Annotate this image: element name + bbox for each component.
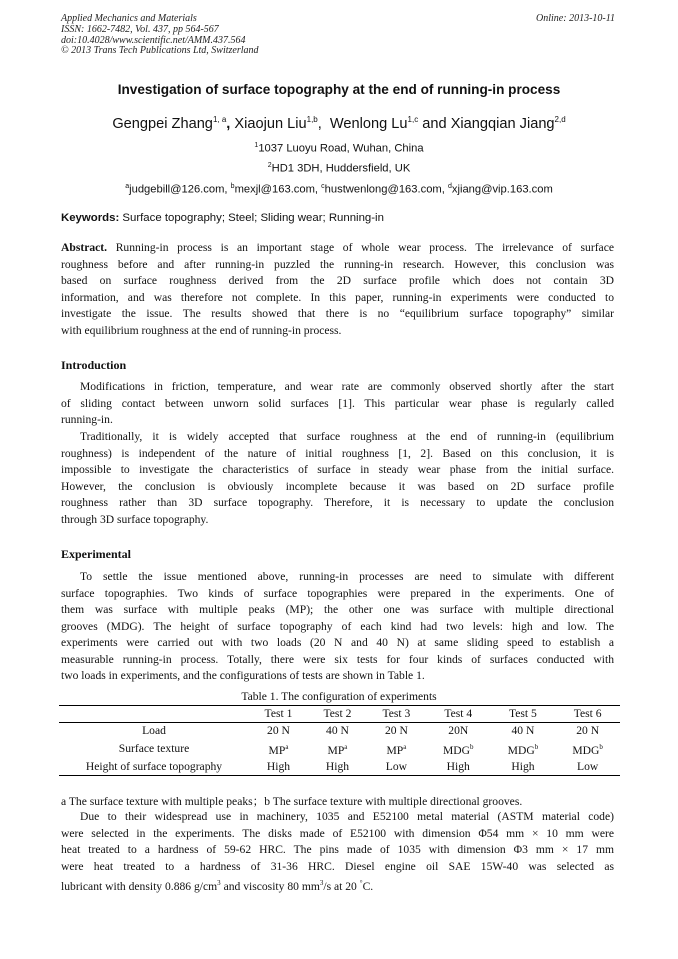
text-line: running-in. bbox=[61, 413, 113, 426]
table-row bbox=[59, 739, 620, 759]
table-row bbox=[59, 723, 620, 740]
online-date: Online: 2013-10-11 bbox=[536, 13, 615, 24]
table-cell: 20 N bbox=[267, 724, 290, 737]
keywords bbox=[61, 212, 384, 224]
table-footnote: a The surface texture with multiple peaks；b The surface texture with multiple directional grooves. bbox=[61, 795, 523, 808]
keywords-label: Keywords: bbox=[61, 212, 120, 224]
affiliation-sup: 1 bbox=[254, 142, 259, 149]
text-line: surface topographies. Two kinds of surface topographies were prepared in the experiments. One of bbox=[61, 586, 614, 600]
author-name: Xiaojun Liu bbox=[234, 115, 307, 132]
journal-name: Applied Mechanics and Materials bbox=[61, 13, 197, 24]
issn-line: ISSN: 1662-7482, Vol. 437, pp 564-567 bbox=[61, 23, 219, 35]
table-cell: MDG$^b$ bbox=[507, 743, 539, 757]
materials-paragraph bbox=[61, 809, 614, 895]
affiliation-text: HD1 3DH, Huddersfield, UK bbox=[271, 162, 411, 175]
affiliation-sup: 2 bbox=[267, 162, 272, 169]
text-line: Traditionally, it is widely accepted that surface roughness at the end of running-in (equilibrium bbox=[80, 430, 614, 443]
introduction-paragraph-1 bbox=[61, 379, 614, 429]
email-sup: d bbox=[447, 183, 452, 190]
author-sup: 1,c bbox=[407, 115, 419, 124]
table-cell: Low bbox=[577, 759, 599, 773]
text-line: heat treated to a hardness of 59-62 HRC. The pins made of 1035 with dimension Φ3 mm × 17 mm bbox=[61, 843, 614, 856]
table-cell: $MP^a$ bbox=[327, 743, 348, 757]
abstract-line: roughness before and after running-in puzzled the running-in research. However, this conclusion was bbox=[61, 257, 614, 271]
email-sup: b bbox=[230, 183, 235, 190]
author-list: Gengpei Zhang$^{1, a}$, Xiaojun Liu$^{1,b}$, Wenlong Lu$^{1,c}$ and Xiangqian Jiang$^{2,d}$ bbox=[112, 115, 566, 132]
text-line: of sliding contact between unworn solid surfaces [1]. This particular wear phase is regularly called bbox=[61, 396, 614, 410]
text-line: Modifications in friction, temperature, and wear rate are commonly observed shortly after the start bbox=[80, 380, 614, 393]
table-cell: 20 N bbox=[384, 724, 408, 737]
table-header-row bbox=[59, 706, 620, 723]
text-line: grooves (MDG). The height of surface topography of each kind had two levels: high and low. The bbox=[61, 619, 614, 633]
column-header: Test 5 bbox=[509, 707, 537, 720]
experimental-heading: Experimental bbox=[61, 547, 131, 561]
author-name: Xiangqian Jiang bbox=[450, 115, 555, 132]
author-name: Gengpei Zhang bbox=[112, 115, 213, 132]
table-cell: 40 N bbox=[511, 724, 535, 737]
column-header bbox=[59, 706, 249, 723]
text-line: measurable running-in process. Totally, there were six tests for four kinds of surfaces conducted with bbox=[61, 652, 614, 666]
email-sup: a bbox=[125, 183, 130, 190]
text-line: impossible to investigate the characteristics of surface in steady wear phase from the initial surface. bbox=[61, 463, 614, 476]
abstract-label: Abstract. bbox=[61, 241, 108, 254]
table-cell: 20N bbox=[448, 724, 469, 737]
email-link[interactable]: judgebill@126.com, bbox=[129, 183, 231, 196]
column-header: Test 1 bbox=[264, 707, 293, 720]
affiliation-2 bbox=[0, 162, 678, 175]
row-label: Surface texture bbox=[118, 741, 190, 755]
paper-title: Investigation of surface topography at the end of running-in process bbox=[117, 82, 561, 97]
doi-line: doi:10.4028/www.scientific.net/AMM.437.564 bbox=[61, 34, 246, 46]
configuration-table bbox=[59, 705, 620, 776]
text-line: two loads in experiments, and the configurations of tests are shown in Table 1. bbox=[61, 669, 425, 682]
text-line: Due to their widespread use in machinery, 1035 and E52100 metal material (ASTM material code) bbox=[80, 810, 614, 823]
column-header: Test 3 bbox=[382, 707, 411, 720]
text-line: lubricant with density 0.886 $g/cm^3$ and viscosity 80 $mm^3/s$ at 20 °C. bbox=[61, 879, 374, 893]
email-link[interactable]: hustwenlong@163.com, bbox=[324, 183, 448, 196]
table-cell: 20 N bbox=[576, 724, 600, 737]
table-cell: High bbox=[266, 759, 291, 773]
email-list bbox=[0, 183, 678, 196]
text-line: However, the conclusion is obviously incomplete because it was based on 2D surface profile bbox=[61, 479, 614, 493]
table-cell: 40 N bbox=[326, 724, 349, 737]
table-cell: MDG$^b$ bbox=[572, 743, 603, 757]
introduction-paragraph-2 bbox=[61, 429, 614, 528]
email-link[interactable]: xjiang@vip.163.com bbox=[451, 183, 553, 196]
author-name: Wenlong Lu bbox=[329, 115, 408, 132]
table-cell: High bbox=[446, 759, 470, 773]
text-line: through 3D surface topography. bbox=[61, 512, 209, 526]
author-sup: 1, a bbox=[212, 115, 227, 124]
column-header: Test 6 bbox=[573, 707, 602, 720]
text-line: roughness rather than 3D surface topography. Therefore, it is necessary to update the conclusion bbox=[61, 496, 614, 509]
table-cell: $MP^a$ bbox=[386, 743, 407, 757]
abstract-line: based on surface roughness derived from the 2D surface profile which does not contain 3D bbox=[61, 274, 614, 287]
introduction-heading: Introduction bbox=[61, 358, 127, 372]
author-sup: 2,d bbox=[554, 115, 566, 124]
email-link[interactable]: mexjl@163.com, bbox=[234, 183, 322, 196]
text-line: them was surface with multiple peaks (MP); the other one was surface with multiple directional bbox=[61, 603, 614, 616]
affiliation-text: 1037 Luoyu Road, Wuhan, China bbox=[258, 142, 424, 155]
table-cell: $MP^a$ bbox=[268, 743, 289, 757]
row-label: Height of surface topography bbox=[85, 759, 223, 773]
email-sup: c bbox=[321, 183, 325, 190]
running-header bbox=[61, 14, 615, 57]
abstract-line: Abstract. Running-in process is an important stage of whole wear process. The irrelevance of surface bbox=[61, 241, 614, 254]
table-cell: High bbox=[511, 759, 535, 773]
experimental-paragraph bbox=[61, 569, 614, 685]
row-label: Load bbox=[142, 724, 166, 737]
table-cell: High bbox=[325, 759, 350, 773]
abstract bbox=[61, 240, 614, 339]
keywords-text: Surface topography; Steel; Sliding wear; Running-in bbox=[119, 212, 384, 224]
abstract-line: with equilibrium roughness at the end of running-in process. bbox=[61, 323, 342, 337]
text-line: experiments were carried out with two loads (20 N and 40 N) at same sliding speed to establish a bbox=[61, 636, 614, 649]
table-cell: MDG$^b$ bbox=[442, 743, 474, 757]
abstract-line: information, and was therefore not complete. In this paper, running-in experiments were conducted to bbox=[61, 290, 614, 304]
text-line: roughness) is independent of the nature of initial roughness [1, 2]. Based on this conclusion, it is bbox=[61, 446, 614, 460]
text-line: To settle the issue mentioned above, running-in processes are need to simulate with different bbox=[80, 570, 614, 583]
table-cell: Low bbox=[385, 759, 408, 773]
table-row bbox=[59, 759, 620, 776]
affiliation-1 bbox=[0, 142, 678, 155]
copyright-line: © 2013 Trans Tech Publications Ltd, Switzerland bbox=[61, 45, 259, 57]
author-sup: 1,b bbox=[306, 115, 318, 124]
table-caption: Table 1. The configuration of experiments bbox=[241, 690, 437, 703]
column-header: Test 2 bbox=[323, 707, 352, 720]
text-line: were heat treated to a hardness of 31-36 HRC. Diesel engine oil SAE 15W-40 was selected as bbox=[61, 859, 614, 873]
text-line: were selected in the experiments. The disks made of E52100 with dimension Φ54 mm × 10 mm were bbox=[61, 826, 614, 840]
column-header: Test 4 bbox=[444, 707, 473, 720]
abstract-line: investigate the issue. The results showed that there is no “equilibrium surface topography” similar bbox=[61, 307, 614, 320]
